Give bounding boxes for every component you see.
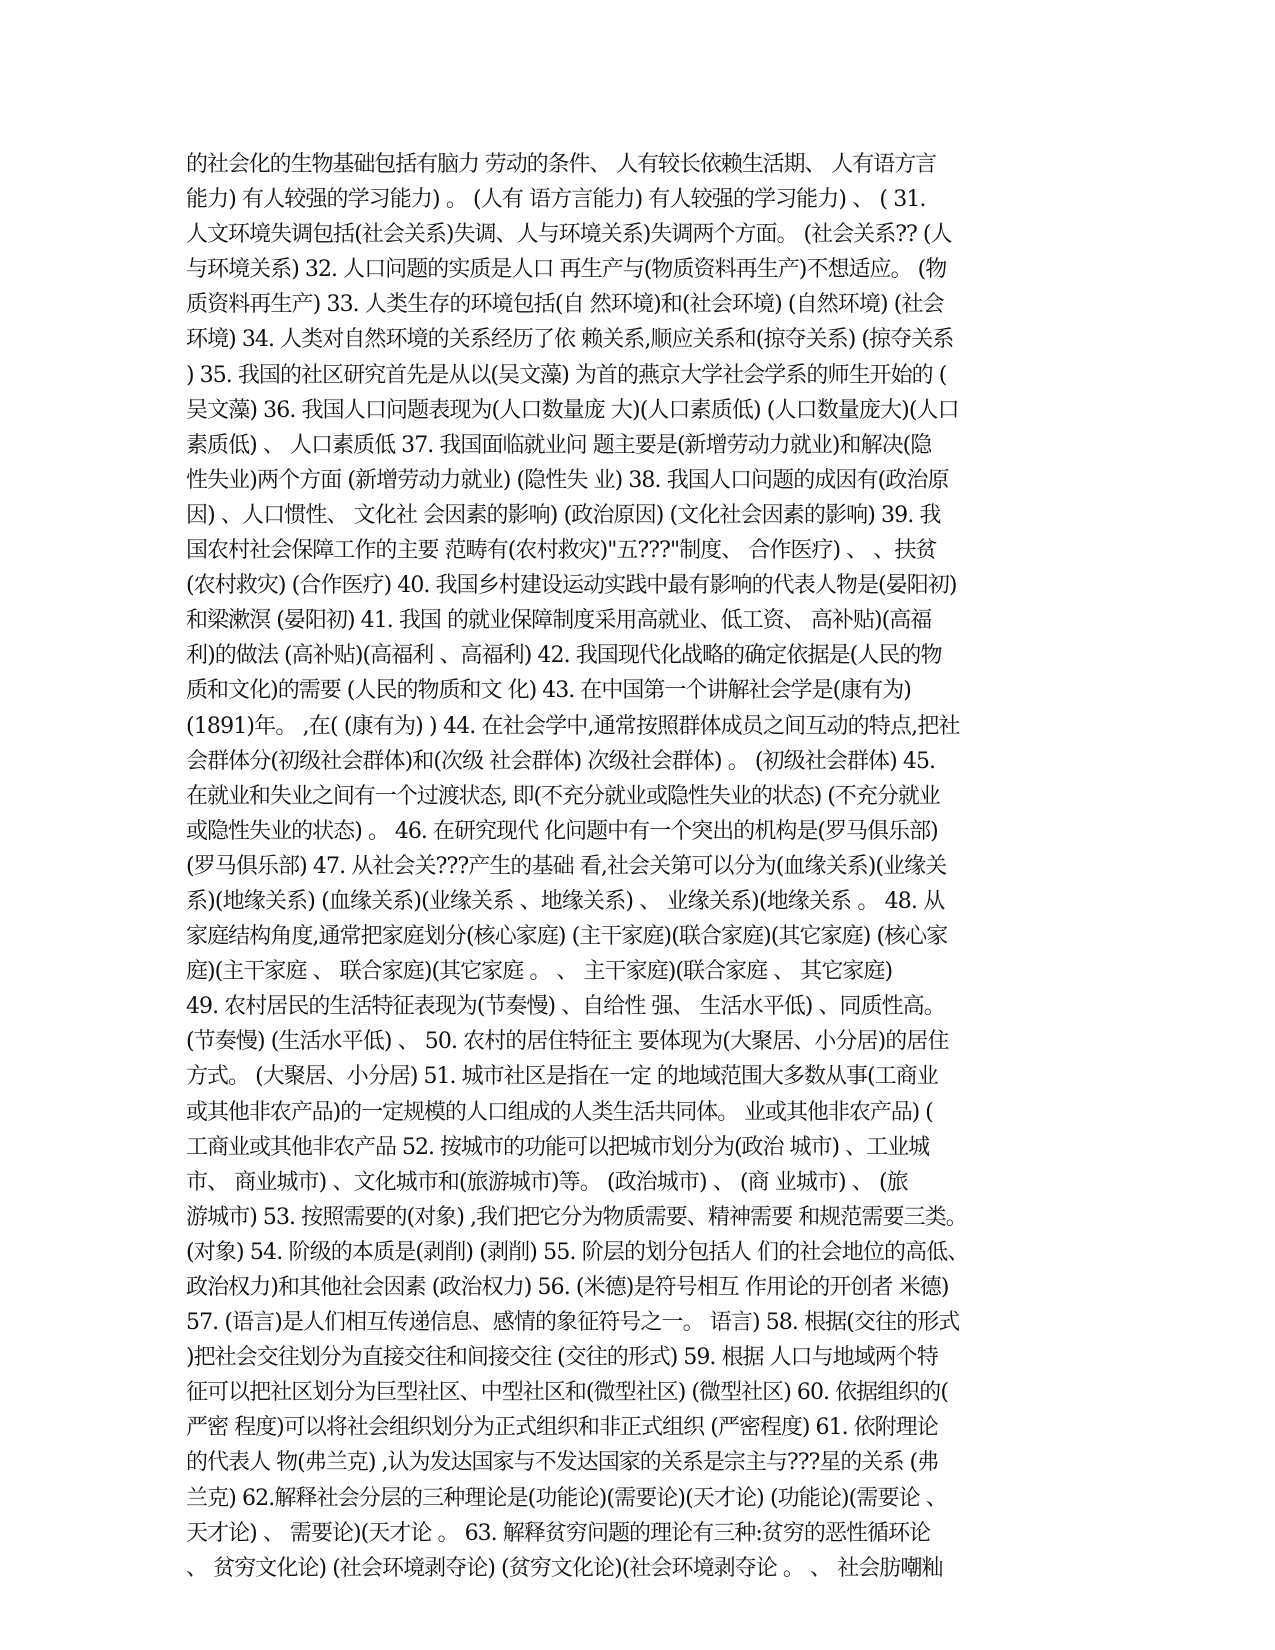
text-line: (1891)年。 ,在( (康有为) ) 44. 在社会学中,通常按照群体成员之间互动的特点,把社: [186, 713, 960, 739]
text-line: ) 35. 我国的社区研究首先是从以(吴文藻) 为首的燕京大学社会学系的师生开始的 (: [186, 362, 947, 388]
text-line: 严密 程度)可以将社会组织划分为正式组织和非正式组织 (严密程度) 61. 依附理论: [186, 1415, 938, 1441]
text-line: 、 贫穷文化论) (社会环境剥夺论) (贫穷文化论)(社会环境剥夺论 。 、 社会肪嘲籼: [186, 1555, 943, 1581]
text-line: 环境) 34. 人类对自然环境的关系经历了依 赖关系,顺应关系和(掠夺关系) (掠夺关系: [186, 327, 954, 353]
text-line: 质和文化)的需要 (人民的物质和文 化) 43. 在中国第一个讲解社会学是(康有为): [186, 678, 911, 704]
text-line: 和梁漱溟 (晏阳初) 41. 我国 的就业保障制度采用高就业、低工资、 高补贴)(高福: [186, 608, 932, 634]
text-line: 征可以把社区划分为巨型社区、中型社区和(微型社区) (微型社区) 60. 依据组织的(: [186, 1380, 948, 1406]
text-line: 能力) 有人较强的学习能力) 。 (人有 语方言能力) 有人较强的学习能力) 、 ( 31.: [186, 187, 926, 213]
text-line: 游城市) 53. 按照需要的(对象) ,我们把它分为物质需要、精神需要 和规范需要三类。: [186, 1204, 967, 1230]
text-line: 国农村社会保障工作的主要 范畴有(农村救灾)"五???"制度、 合作医疗) 、 、扶贫: [186, 538, 937, 564]
text-line: 家庭结构角度,通常把家庭划分(核心家庭) (主干家庭)(联合家庭)(其它家庭) (核心家: [186, 924, 948, 950]
text-line: )把社会交往划分为直接交往和间接交往 (交往的形式) 59. 根据 人口与地域两个特: [186, 1345, 938, 1371]
text-line: 57. (语言)是人们相互传递信息、感情的象征符号之一。 语言) 58. 根据(交往的形式: [186, 1310, 960, 1336]
text-line: 工商业或其他非农产品 52. 按城市的功能可以把城市划分为(政治 城市) 、工业城: [186, 1134, 930, 1160]
text-line: 质资料再生产) 33. 人类生存的环境包括(自 然环境)和(社会环境) (自然环境) (社会: [186, 292, 944, 318]
text-line: 性失业)两个方面 (新增劳动力就业) (隐性失 业) 38. 我国人口问题的成因有(政治原: [186, 467, 949, 493]
text-line: 因) 、人口惯性、 文化社 会因素的影响) (政治原因) (文化社会因素的影响) 39. 我: [186, 502, 941, 528]
text-line: 方式。 (大聚居、小分居) 51. 城市社区是指在一定 的地域范围大多数从事(工商业: [186, 1064, 938, 1090]
text-line: 与环境关系) 32. 人口问题的实质是人口 再生产与(物质资料再生产)不想适应。 (物: [186, 257, 947, 283]
text-line: 在就业和失业之间有一个过渡状态, 即(不充分就业或隐性失业的状态) (不充分就业: [186, 783, 940, 809]
text-line: (节奏慢) (生活水平低) 、 50. 农村的居住特征主 要体现为(大聚居、小分居)的居住: [186, 1029, 949, 1055]
text-line: 系)(地缘关系) (血缘关系)(业缘关系 、地缘关系) 、 业缘关系)(地缘关系 。 48. 从: [186, 888, 945, 914]
text-line: 素质低) 、 人口素质低 37. 我国面临就业问 题主要是(新增劳动力就业)和解决(隐: [186, 432, 932, 458]
text-line: 人文环境失调包括(社会关系)失调、人与环境关系)失调两个方面。 (社会关系?? (人: [186, 222, 952, 248]
text-line: 利)的做法 (高补贴)(高福利 、高福利) 42. 我国现代化战略的确定依据是(人民的物: [186, 643, 942, 669]
text-line: 的社会化的生物基础包括有脑力 劳动的条件、 人有较长依赖生活期、 人有语方言: [186, 152, 936, 177]
text-line: (罗马俱乐部) 47. 从社会关???产生的基础 看,社会关第可以分为(血缘关系)(业缘关: [186, 853, 947, 879]
text-line: 会群体分(初级社会群体)和(次级 社会群体) 次级社会群体) 。 (初级社会群体) 45.: [186, 748, 936, 774]
text-line: 的代表人 物(弗兰克) ,认为发达国家与不发达国家的关系是宗主与???星的关系 (弗: [186, 1450, 939, 1476]
text-line: 政治权力)和其他社会因素 (政治权力) 56. (米德)是符号相互 作用论的开创者 米德): [186, 1275, 949, 1300]
text-line: (农村救灾) (合作医疗) 40. 我国乡村建设运动实践中最有影响的代表人物是(晏阳初): [186, 573, 957, 599]
text-line: 或其他非农产品)的一定规模的人口组成的人类生活共同体。 业或其他非农产品) (: [186, 1099, 933, 1125]
document-body: [186, 147, 1086, 1586]
text-line: 天才论) 、 需要论)(天才论 。 63. 解释贫穷问题的理论有三种:贫穷的恶性循环论: [186, 1520, 931, 1546]
text-line: 或隐性失业的状态) 。 46. 在研究现代 化问题中有一个突出的机构是(罗马俱乐部): [186, 818, 938, 844]
text-line: 兰克) 62.解释社会分层的三种理论是(功能论)(需要论)(天才论) (功能论)(需要论 、: [186, 1485, 947, 1511]
text-line: 庭)(主干家庭 、 联合家庭)(其它家庭 。 、 主干家庭)(联合家庭 、 其它家庭): [186, 959, 893, 985]
text-line: (对象) 54. 阶级的本质是(剥削) (剥削) 55. 阶层的划分包括人 们的社会地位的高低、: [186, 1239, 969, 1265]
text-line: 49. 农村居民的生活特征表现为(节奏慢) 、自给性 强、 生活水平低) 、同质性高。: [186, 994, 945, 1020]
text-line: 吴文藻) 36. 我国人口问题表现为(人口数量庞 大)(人口素质低) (人口数量庞大)(人口: [186, 397, 959, 423]
text-line: 市、 商业城市) 、文化城市和(旅游城市)等。 (政治城市) 、 (商 业城市) 、 (旅: [186, 1169, 908, 1195]
